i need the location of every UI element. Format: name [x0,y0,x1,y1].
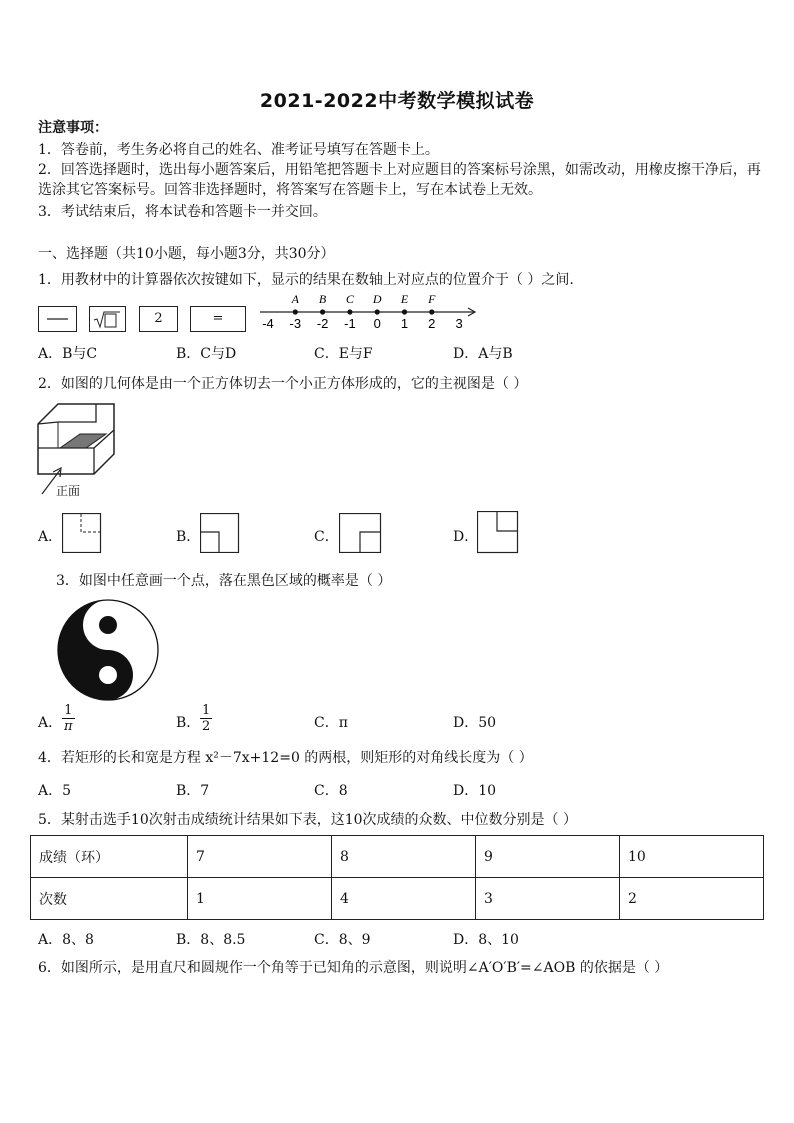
table-cell: 次数 [31,878,188,920]
axis-ticks [262,316,462,331]
q3-option-a-numerator: 1 [62,703,75,719]
q5-option-d[interactable]: D．8、10 [453,932,519,948]
q2-option-d-figure[interactable] [477,511,519,554]
axis-tick-label: 2 [428,316,436,331]
table-cell: 8 [332,836,476,878]
calculator-key-sqrt [89,306,126,332]
axis-tick-label: -3 [289,316,302,331]
notice-item-3: 3．考试结束后，将本试卷和答题卡一并交回。 [38,204,327,220]
notice-item-1: 1．答卷前，考生务必将自己的姓名、准考证号填写在答题卡上。 [38,142,439,158]
axis-points [291,292,437,315]
section-heading: 一、选择题（共10小题，每小题3分，共30分） [38,246,335,262]
q5-option-c[interactable]: C．8、9 [314,932,371,948]
axis-point-label: F [428,292,436,306]
q4-option-b[interactable]: B．7 [176,783,210,799]
q1-option-d[interactable]: D．A与B [453,346,513,362]
q2-option-d-letter[interactable]: D． [453,529,479,545]
calculator-key-equals: = [190,306,246,332]
axis-point-dot [347,309,352,314]
q3-option-d[interactable]: D．50 [453,715,497,731]
axis-point-label: D [372,292,382,306]
q1-option-a[interactable]: A．B与C [38,346,98,362]
notice-item-2: 2．回答选择题时，选出每小题答案后，用铅笔把答题卡上对应题目的答案标号涂黑，如需改动，用橡皮擦干净后，再 [38,162,761,178]
table-row [31,878,764,920]
table-cell: 成绩（环） [31,836,188,878]
question-2-stem: 2．如图的几何体是由一个正方体切去一个小正方体形成的，它的主视图是（ ） [38,376,528,392]
axis-tick-label: 1 [400,316,409,331]
table-row [31,836,764,878]
axis-point-label: E [400,292,409,306]
axis-tick-label: 0 [373,316,381,331]
q1-option-c[interactable]: C．E与F [314,346,373,362]
axis-point-dot [293,309,298,314]
table-cell: 4 [332,878,476,920]
axis-point-label: C [345,292,354,306]
question-4-stem: 4．若矩形的长和宽是方程 x²－7x+12=0 的两根，则矩形的对角线长度为（ ） [38,750,533,766]
q2-option-c-figure[interactable] [339,513,382,553]
axis-tick-label: -2 [316,316,329,331]
table-cell: 10 [620,836,764,878]
q2-option-c-letter[interactable]: C． [314,529,339,545]
q4-option-a[interactable]: A．5 [38,783,72,799]
q2-option-b-figure[interactable] [200,513,240,553]
q3-option-b-numerator: 1 [202,703,211,718]
q4-option-d[interactable]: D．10 [453,783,497,799]
table-cell: 2 [620,878,764,920]
q1-option-b[interactable]: B．C与D [176,346,237,362]
axis-point-dot [320,309,325,314]
q3-option-c[interactable]: C．π [314,715,348,731]
axis-tick-label: -1 [344,316,356,331]
question-5-stem: 5．某射击选手10次射击成绩统计结果如下表，这10次成绩的众数、中位数分别是（ ） [38,812,577,828]
question-1-stem: 1．用教材中的计算器依次按键如下，显示的结果在数轴上对应点的位置介于（ ）之间. [38,272,574,288]
axis-point-dot [375,309,380,314]
table-cell: 9 [476,836,620,878]
notice-item-2-cont: 选涂其它答案标号。回答非选择题时，将答案写在答题卡上，写在本试卷上无效。 [38,182,542,198]
axis-tick-label: -4 [262,316,274,331]
table-cell: 1 [188,878,332,920]
q2-option-a-figure[interactable] [62,513,102,553]
calculator-key-2: 2 [139,306,178,332]
q3-option-a-denominator: π [64,719,73,734]
front-label: 正面 [56,484,81,498]
q3-option-b-fraction[interactable] [200,703,212,734]
calculator-key-minus [38,306,77,332]
axis-point-dot [429,309,434,314]
page-title: 2021-2022中考数学模拟试卷 [259,90,535,112]
axis-point-label: A [291,292,299,306]
q5-option-a[interactable]: A．8、8 [38,932,94,948]
axis-point-label: B [318,292,327,306]
q5-option-b[interactable]: B．8、8.5 [176,932,246,948]
axis-tick-label: 3 [455,316,463,331]
q3-option-a-letter[interactable]: A． [38,715,63,731]
question-3-stem: 3．如图中任意画一个点，落在黑色区域的概率是（ ） [56,573,392,589]
question-6-stem: 6．如图所示，是用直尺和圆规作一个角等于已知角的示意图，则说明∠A′O′B′=∠AOB 的依据是（ ） [38,960,669,976]
table-cell: 7 [188,836,332,878]
q3-option-a-fraction[interactable] [62,703,75,734]
yin-yang-figure [56,598,160,702]
axis-point-dot [402,309,407,314]
score-table [30,835,764,920]
q2-option-a-letter[interactable]: A． [38,529,63,545]
q4-option-c[interactable]: C．8 [314,783,348,799]
table-cell: 3 [476,878,620,920]
notice-heading: 注意事项： [38,120,108,136]
q3-option-b-letter[interactable]: B． [176,715,201,731]
q3-option-b-denominator: 2 [202,719,211,734]
q2-option-b-letter[interactable]: B． [176,529,201,545]
number-line [256,290,481,334]
